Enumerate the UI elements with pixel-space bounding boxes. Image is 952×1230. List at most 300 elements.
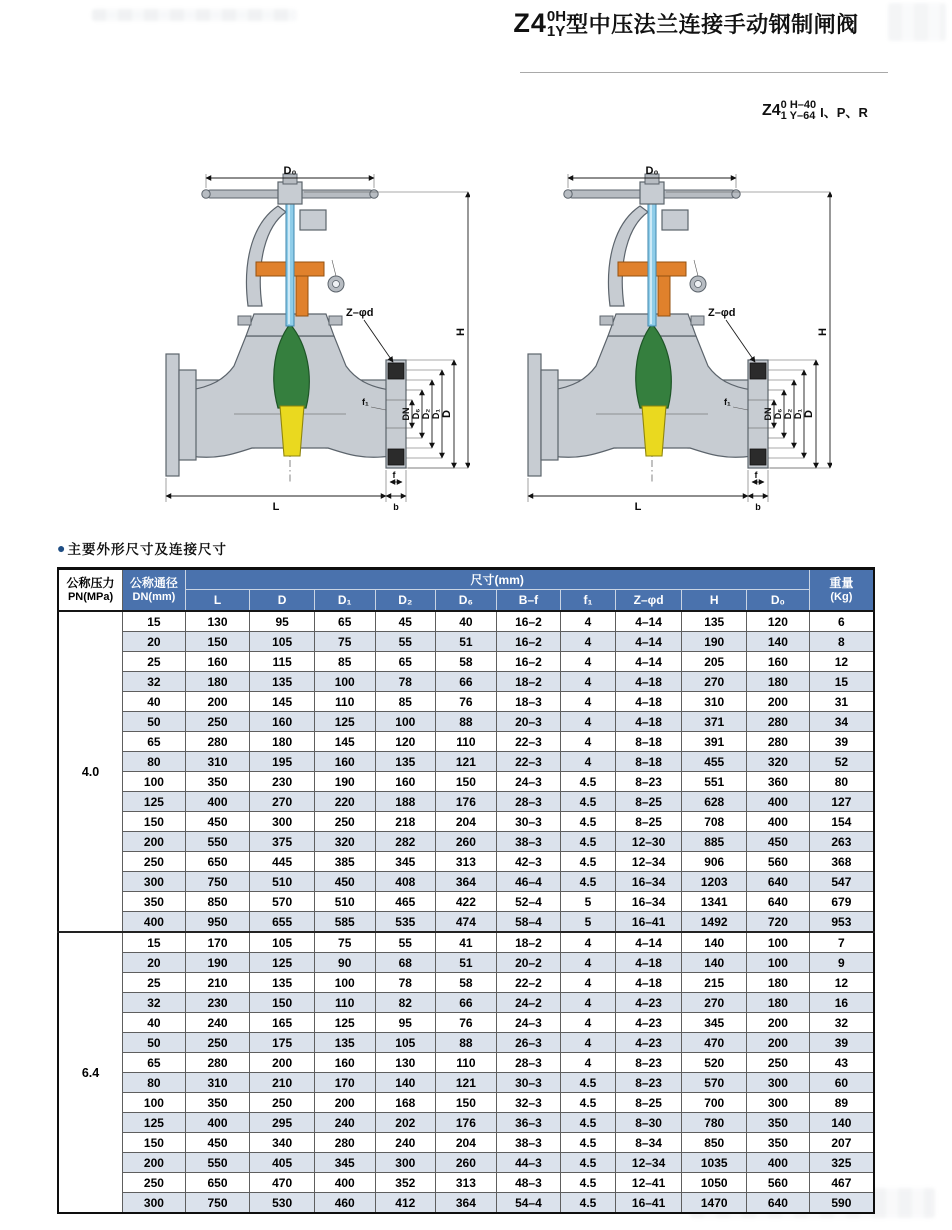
dim-cell: 85 [375,692,436,712]
dim-cell: 8–18 [615,752,682,772]
dim-cell: 76 [436,1013,497,1033]
dim-cell: 4 [561,692,616,712]
dim-cell: 4–14 [615,632,682,652]
dim-cell: 400 [747,812,810,832]
dim-cell: 4 [561,652,616,672]
dn-cell: 25 [123,973,186,993]
dim-cell: 465 [375,892,436,912]
dim-label-d2: D₂ [783,408,793,420]
dim-cell: 95 [375,1013,436,1033]
dim-cell: 154 [809,812,874,832]
dim-cell: 135 [375,752,436,772]
dn-cell: 350 [123,892,186,912]
dim-cell: 90 [314,953,375,973]
dim-cell: 200 [747,1013,810,1033]
dim-label-d0: D₀ [283,165,297,177]
left-flange-face [166,354,179,476]
dim-cell: 1203 [682,872,747,892]
dim-cell: 42–3 [496,852,561,872]
dim-cell: 628 [682,792,747,812]
dim-cell: 140 [682,932,747,953]
table-body [58,611,874,1213]
dim-cell: 127 [809,792,874,812]
dim-cell: 455 [682,752,747,772]
dim-cell: 4 [561,632,616,652]
dim-cell: 51 [436,632,497,652]
table-row [58,1133,874,1153]
dim-cell: 295 [250,1113,315,1133]
dim-cell: 4.5 [561,1193,616,1214]
dim-cell: 75 [314,932,375,953]
col-header-dn: 公称通径 DN(mm) [123,569,186,612]
dim-cell: 54–4 [496,1193,561,1214]
valve-gate [642,406,666,456]
dim-cell: 400 [314,1173,375,1193]
dim-cell: 60 [809,1073,874,1093]
dim-cell: 750 [185,1193,250,1214]
dim-cell: 160 [314,752,375,772]
dim-cell: 4.5 [561,832,616,852]
eye-bolt-hole [333,281,340,288]
dim-cell: 4 [561,993,616,1013]
dim-cell: 135 [314,1033,375,1053]
dim-cell: 345 [314,1153,375,1173]
dim-cell: 530 [250,1193,315,1214]
yoke-bracket [300,210,326,230]
dim-label-d0: D₀ [645,165,659,177]
dim-cell: 52–4 [496,892,561,912]
dim-cell: 8–25 [615,792,682,812]
dn-cell: 300 [123,1193,186,1214]
dim-cell: 150 [185,632,250,652]
dim-cell: 560 [747,1173,810,1193]
table-row [58,812,874,832]
table-row [58,973,874,993]
dn-cell: 32 [123,993,186,1013]
dim-cell: 391 [682,732,747,752]
dim-cell: 250 [185,1033,250,1053]
page-title [468,8,904,39]
dim-label-l: L [634,501,642,513]
dim-cell: 679 [809,892,874,912]
flange-bolt-hole-top [750,363,766,379]
dim-cell: 176 [436,792,497,812]
dim-cell: 708 [682,812,747,832]
col-header-D0: D₀ [747,590,810,612]
yoke-bracket [662,210,688,230]
dn-cell: 125 [123,792,186,812]
dim-cell: 313 [436,1173,497,1193]
dim-cell: 176 [436,1113,497,1133]
dim-cell: 15 [809,672,874,692]
dim-label-f1: f₁ [724,397,731,407]
dim-label-d: D [803,410,815,418]
bonnet-bolt-left [600,316,613,325]
handwheel-end-right [370,190,378,198]
dim-cell: 115 [250,652,315,672]
dim-cell: 280 [747,712,810,732]
dn-cell: 20 [123,632,186,652]
dim-cell: 560 [747,852,810,872]
dim-cell: 400 [185,792,250,812]
table-row [58,772,874,792]
dim-cell: 520 [682,1053,747,1073]
dim-cell: 510 [314,892,375,912]
dim-cell: 100 [375,712,436,732]
dim-cell: 52 [809,752,874,772]
dim-cell: 270 [682,672,747,692]
dim-cell: 120 [375,732,436,752]
dim-cell: 121 [436,752,497,772]
dim-cell: 4.5 [561,812,616,832]
dim-cell: 100 [747,953,810,973]
dn-cell: 125 [123,1113,186,1133]
dim-cell: 4–23 [615,1033,682,1053]
dim-cell: 66 [436,993,497,1013]
dim-cell: 200 [250,1053,315,1073]
model-suffix: I、P、R [820,104,868,120]
dim-cell: 1492 [682,912,747,933]
table-row [58,1093,874,1113]
dn-cell: 50 [123,712,186,732]
dn-cell: 25 [123,652,186,672]
table-row [58,712,874,732]
dim-cell: 36–3 [496,1113,561,1133]
dimension-table [57,567,875,1214]
gland-packing [658,276,670,316]
dim-cell: 68 [375,953,436,973]
dim-cell: 720 [747,912,810,933]
dim-cell: 280 [747,732,810,752]
col-header-H: H [682,590,747,612]
dim-label-d1: D₁ [431,408,441,420]
dim-cell: 28–3 [496,792,561,812]
table-row [58,1173,874,1193]
dim-cell: 655 [250,912,315,933]
dim-label-f1: f₁ [362,397,369,407]
dim-cell: 160 [747,652,810,672]
col-header-Zphid: Z–φd [615,590,682,612]
table-row [58,611,874,632]
dim-cell: 12 [809,973,874,993]
dim-cell: 145 [250,692,315,712]
dim-cell: 352 [375,1173,436,1193]
dim-cell: 4.5 [561,1133,616,1153]
dim-cell: 75 [314,632,375,652]
col-header-size-group: 尺寸(mm) [185,569,809,590]
dim-cell: 150 [250,993,315,1013]
dim-cell: 188 [375,792,436,812]
dim-cell: 550 [185,832,250,852]
bonnet-bolt-left [238,316,251,325]
table-row [58,692,874,712]
dim-cell: 38–3 [496,832,561,852]
dim-cell: 885 [682,832,747,852]
dim-cell: 906 [682,852,747,872]
dim-label-d2: D₂ [421,408,431,420]
dim-cell: 4.5 [561,772,616,792]
dim-cell: 450 [747,832,810,852]
dim-cell: 570 [682,1073,747,1093]
dim-cell: 8–30 [615,1113,682,1133]
table-row [58,912,874,933]
dim-cell: 450 [185,1133,250,1153]
dim-label-l: L [272,501,280,513]
dim-cell: 371 [682,712,747,732]
dn-cell: 150 [123,1133,186,1153]
dim-cell: 850 [682,1133,747,1153]
dim-cell: 282 [375,832,436,852]
dim-cell: 551 [682,772,747,792]
dim-cell: 135 [682,611,747,632]
dim-cell: 125 [250,953,315,973]
dim-cell: 640 [747,1193,810,1214]
dim-cell: 28–3 [496,1053,561,1073]
dim-cell: 4 [561,1033,616,1053]
dim-cell: 41 [436,932,497,953]
dim-cell: 408 [375,872,436,892]
pn-group-label: 4.0 [58,611,123,932]
dim-cell: 4 [561,953,616,973]
series-variant-bottom: 1Y [546,22,566,40]
table-row [58,792,874,812]
dim-cell: 4 [561,1013,616,1033]
handwheel-hub [278,182,302,204]
table-row [58,652,874,672]
col-header-pressure: 公称压力 PN(MPa) [58,569,123,612]
dim-cell: 4–18 [615,712,682,732]
dim-cell: 1050 [682,1173,747,1193]
dim-cell: 140 [375,1073,436,1093]
dim-cell: 12–30 [615,832,682,852]
dim-cell: 66 [436,672,497,692]
dim-cell: 4 [561,611,616,632]
dim-cell: 550 [185,1153,250,1173]
table-row [58,1073,874,1093]
dn-cell: 100 [123,1093,186,1113]
dim-cell: 105 [375,1033,436,1053]
dim-cell: 474 [436,912,497,933]
dim-cell: 640 [747,892,810,912]
dim-cell: 30–3 [496,812,561,832]
dim-cell: 140 [809,1113,874,1133]
dim-cell: 110 [436,732,497,752]
col-header-Bf: B–f [496,590,561,612]
dim-cell: 260 [436,1153,497,1173]
dim-cell: 4–14 [615,611,682,632]
dn-cell: 40 [123,692,186,712]
dim-cell: 20–2 [496,953,561,973]
dim-cell: 130 [375,1053,436,1073]
dim-cell: 39 [809,1033,874,1053]
dim-cell: 100 [314,973,375,993]
dim-cell: 240 [185,1013,250,1033]
dim-cell: 125 [314,712,375,732]
section-title [57,538,227,558]
dim-cell: 200 [185,692,250,712]
dim-label-dn: DN [401,407,411,421]
handwheel-end-right [732,190,740,198]
dim-cell: 16–2 [496,652,561,672]
dim-cell: 34 [809,712,874,732]
dim-cell: 24–3 [496,772,561,792]
model-code [762,100,868,122]
dim-cell: 345 [375,852,436,872]
left-flange-hub [541,370,558,460]
dim-cell: 190 [314,772,375,792]
yoke-arm [246,206,286,306]
dim-cell: 467 [809,1173,874,1193]
dim-cell: 190 [185,953,250,973]
dim-cell: 400 [185,1113,250,1133]
dim-cell: 105 [250,932,315,953]
dim-cell: 4–18 [615,672,682,692]
dim-cell: 110 [314,692,375,712]
dim-cell: 130 [185,611,250,632]
dim-cell: 135 [250,672,315,692]
dim-cell: 89 [809,1093,874,1113]
dim-cell: 168 [375,1093,436,1113]
dim-cell: 200 [747,1033,810,1053]
col-header-weight: 重量 (Kg) [809,569,874,612]
dim-cell: 4.5 [561,1113,616,1133]
dim-cell: 364 [436,1193,497,1214]
dim-cell: 8–25 [615,1093,682,1113]
dim-cell: 4–23 [615,993,682,1013]
dim-cell: 16 [809,993,874,1013]
table-row [58,993,874,1013]
dim-cell: 1470 [682,1193,747,1214]
dim-cell: 110 [436,1053,497,1073]
dim-cell: 300 [747,1093,810,1113]
dim-cell: 320 [314,832,375,852]
dim-cell: 20–3 [496,712,561,732]
dim-cell: 8–25 [615,812,682,832]
dim-cell: 4 [561,1053,616,1073]
dim-cell: 207 [809,1133,874,1153]
dim-cell: 535 [375,912,436,933]
dim-cell: 12 [809,652,874,672]
table-row [58,1153,874,1173]
dn-cell: 200 [123,832,186,852]
dim-cell: 58 [436,652,497,672]
dim-cell: 230 [250,772,315,792]
dim-cell: 780 [682,1113,747,1133]
model-variant-top: 0 H–40 [780,99,817,111]
dim-cell: 8–23 [615,1053,682,1073]
dim-cell: 422 [436,892,497,912]
dim-cell: 4 [561,973,616,993]
table-row [58,872,874,892]
table-row [58,852,874,872]
dim-cell: 8 [809,632,874,652]
dim-cell: 120 [747,611,810,632]
dim-cell: 215 [682,973,747,993]
dim-cell: 175 [250,1033,315,1053]
dim-cell: 1035 [682,1153,747,1173]
dim-cell: 4–14 [615,652,682,672]
bonnet-bolt-right [329,316,342,325]
dim-cell: 325 [809,1153,874,1173]
yoke-arm [608,206,648,306]
dim-cell: 4 [561,732,616,752]
valve-drawing-left [150,164,470,516]
dim-cell: 240 [314,1113,375,1133]
dim-label-d: D [441,410,453,418]
dim-cell: 4.5 [561,1153,616,1173]
dim-cell: 32–3 [496,1093,561,1113]
series-variant-top: 0H [546,7,567,25]
dim-cell: 4.5 [561,852,616,872]
dim-cell: 4–18 [615,953,682,973]
dim-cell: 95 [250,611,315,632]
dim-cell: 750 [185,872,250,892]
dim-cell: 364 [436,872,497,892]
dim-cell: 650 [185,1173,250,1193]
dim-cell: 65 [375,652,436,672]
dim-cell: 140 [682,953,747,973]
model-variant-stack [781,100,816,122]
dn-cell: 400 [123,912,186,933]
dim-cell: 110 [314,993,375,1013]
dim-cell: 4 [561,932,616,953]
section-title-text: 主要外形尺寸及连接尺寸 [67,542,227,557]
dim-cell: 300 [375,1153,436,1173]
dim-cell: 590 [809,1193,874,1214]
dim-cell: 78 [375,672,436,692]
dim-cell: 44–3 [496,1153,561,1173]
table-row [58,932,874,953]
bullet-icon: ● [57,540,66,556]
dim-label-f: f [754,470,758,480]
title-text: 型中压法兰连接手动钢制闸阀 [566,12,859,37]
dim-cell: 340 [250,1133,315,1153]
dim-cell: 22–3 [496,732,561,752]
dim-cell: 200 [747,692,810,712]
dim-cell: 368 [809,852,874,872]
dim-cell: 570 [250,892,315,912]
dim-cell: 650 [185,852,250,872]
gate-valve-diagram [150,164,470,516]
table-row [58,1193,874,1214]
dim-cell: 80 [809,772,874,792]
dim-cell: 345 [682,1013,747,1033]
dim-cell: 4.5 [561,872,616,892]
series-code: Z4 [513,8,547,38]
dim-cell: 51 [436,953,497,973]
dim-cell: 510 [250,872,315,892]
dim-cell: 88 [436,1033,497,1053]
model-variant-bottom: 1 Y–64 [780,110,816,122]
dim-cell: 220 [314,792,375,812]
dn-cell: 250 [123,1173,186,1193]
dim-cell: 313 [436,852,497,872]
dim-cell: 4–14 [615,932,682,953]
dim-cell: 218 [375,812,436,832]
dim-cell: 12–41 [615,1173,682,1193]
dim-cell: 18–2 [496,932,561,953]
dim-cell: 12–34 [615,852,682,872]
dim-cell: 350 [185,1093,250,1113]
table-row [58,672,874,692]
dim-cell: 195 [250,752,315,772]
dn-cell: 200 [123,1153,186,1173]
dim-cell: 24–2 [496,993,561,1013]
dim-cell: 280 [185,732,250,752]
valve-gate [280,406,304,456]
dim-cell: 6 [809,611,874,632]
model-prefix: Z4 [762,102,781,119]
